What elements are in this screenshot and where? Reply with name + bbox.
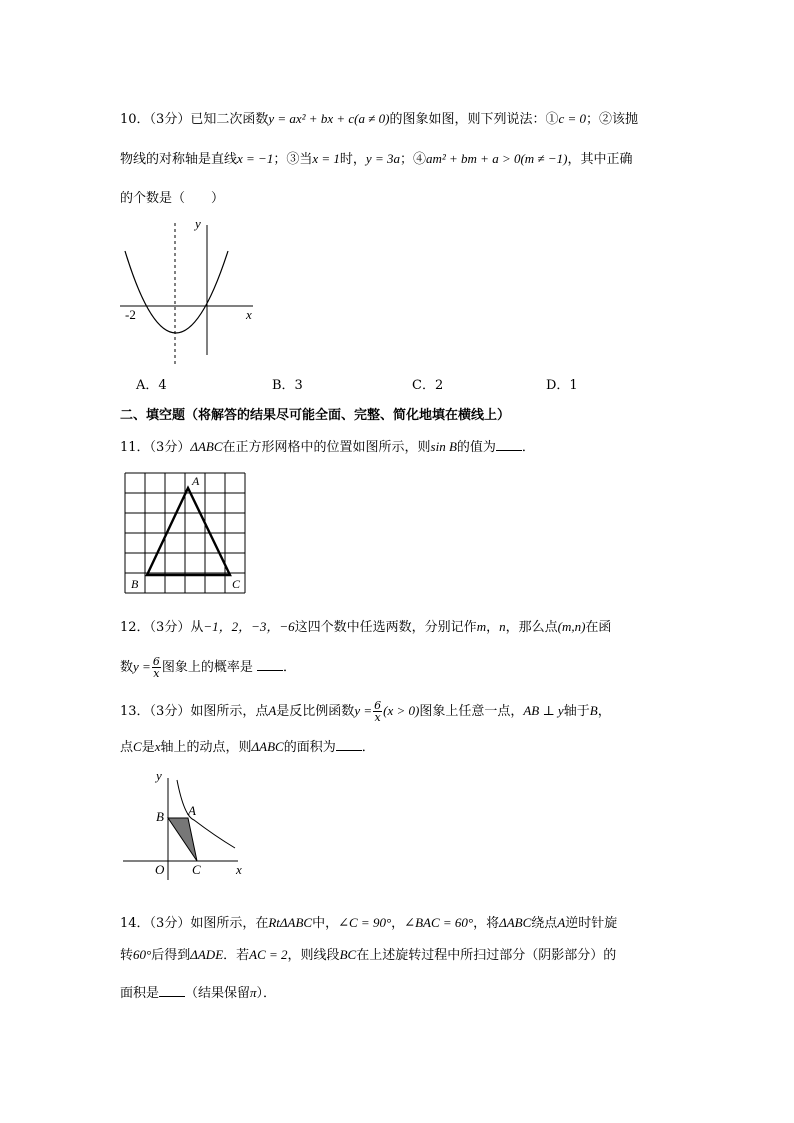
q12-line2-b: 图象上的概率是	[161, 660, 253, 675]
q14-line2	[120, 946, 616, 965]
q12-score: （3分）	[149, 620, 191, 635]
q13-x: x	[154, 739, 161, 754]
q13-y-eq: y =	[354, 703, 373, 718]
q14-text-b: 中，	[312, 916, 339, 931]
q11-triangle-abc	[147, 488, 230, 575]
q13-number: 13．	[120, 704, 150, 719]
q13-line2-b: 是	[141, 740, 155, 755]
q13-text-d: 轴于	[563, 704, 590, 719]
q12-point: (m,n)	[557, 619, 586, 634]
q10-line2-e: ，其中正确	[567, 152, 633, 167]
q11-score: （3分）	[149, 440, 191, 455]
q13-x-label: x	[236, 862, 242, 877]
q13-end: ．	[361, 740, 375, 755]
q13-point-b: B	[589, 703, 598, 718]
q10-choice-d[interactable]: D．1	[546, 378, 578, 393]
q10-axis-eq: x = −1	[237, 151, 274, 166]
q14-text-c: ，将	[473, 916, 500, 931]
q12-m: m	[476, 619, 487, 634]
q14-line2-c: ．若	[223, 948, 250, 963]
q12-n: n	[499, 619, 506, 634]
q10-stem-b: 的图象如图，则下列说法：①	[389, 112, 559, 127]
q14-ac: AC = 2	[249, 947, 288, 962]
q11-label-c: C	[232, 577, 241, 591]
q10-choice-a[interactable]: A．4	[136, 378, 167, 393]
q10-parabola-curve	[125, 251, 228, 333]
q12-line1	[120, 618, 611, 637]
q14-score: （3分）	[149, 916, 191, 931]
q10-c-equals-zero: c = 0	[558, 111, 586, 126]
q10-stem: 已知二次函数	[190, 112, 269, 127]
q10-number: 10．	[120, 112, 150, 127]
q13-perp: AB ⊥ y	[523, 703, 564, 718]
q13-text-a: 如图所示，点	[190, 704, 269, 719]
q10-inequality: am² + bm + a > 0(m ≠ −1)	[425, 151, 568, 166]
q14-text-e: 逆时针旋	[565, 916, 618, 931]
q14-line2-a: 转	[120, 948, 134, 963]
q14-line3-c: ）．	[256, 986, 277, 1001]
q14-line3-a: 面积是	[120, 986, 160, 1001]
q14-sep: ，	[391, 916, 405, 931]
q10-y-label: y	[195, 216, 201, 231]
q13-line2	[120, 738, 375, 757]
q12-numbers: −1，2，−3，−6	[203, 619, 295, 634]
q12-fraction	[152, 656, 161, 679]
q14-triangle-abc: ΔABC	[499, 915, 532, 930]
q13-line2-a: 点	[120, 740, 134, 755]
q12-y-eq: y =	[133, 659, 151, 674]
q11-label-a: A	[192, 474, 200, 488]
q11-answer-blank[interactable]	[496, 438, 522, 451]
q14-line3-b: （结果保留	[185, 986, 251, 1001]
q11-end: ．	[521, 440, 535, 455]
q13-score: （3分）	[149, 704, 191, 719]
q14-triangle-ade: ΔADE	[190, 947, 224, 962]
q10-stem-c: ；②该抛	[586, 112, 639, 127]
q12-line2	[120, 656, 296, 679]
q12-frac-num: 6	[152, 655, 160, 668]
q13-point-c: C	[133, 739, 142, 754]
q11-triangle: ΔABC	[190, 439, 223, 454]
q11-text-b: 的值为	[456, 440, 496, 455]
q14-rt-triangle: RtΔABC	[268, 915, 313, 930]
q10-line2-d: ；④	[399, 152, 426, 167]
q10-x-label: x	[246, 307, 252, 322]
q14-angle-c: ∠C = 90°	[338, 915, 392, 930]
q14-line2-e: 在上述旋转过程中所扫过部分（阴影部分）的	[356, 948, 617, 963]
q13-o-label: O	[155, 862, 165, 877]
q14-answer-blank[interactable]	[159, 984, 185, 997]
q13-hyperbola-figure	[120, 768, 255, 883]
q13-line2-d: 的面积为	[283, 740, 336, 755]
q13-c-label: C	[192, 862, 201, 877]
q11-sinb: sin B	[430, 439, 457, 454]
q13-b-label: B	[156, 809, 164, 824]
q14-number: 14．	[120, 916, 150, 931]
q14-text-a: 如图所示，在	[190, 916, 269, 931]
q10-tick-label: -2	[125, 307, 136, 322]
q13-frac-den: x	[374, 711, 381, 724]
q13-y-label: y	[156, 768, 162, 783]
q12-sep: ，	[486, 620, 500, 635]
q10-y-eq: y = 3a	[365, 151, 400, 166]
q12-text-d: 在函	[585, 620, 612, 635]
q11-number: 11．	[120, 440, 150, 455]
q13-comma: ，	[597, 704, 611, 719]
q11-text-a: 在正方形网格中的位置如图所示，则	[222, 440, 431, 455]
q10-function-expr: y = ax² + bx + c(a ≠ 0)	[268, 111, 390, 126]
q10-choice-b[interactable]: B．3	[272, 378, 303, 393]
q14-line3	[120, 984, 276, 1003]
q12-line2-a: 数	[120, 660, 134, 675]
q13-text-b: 是反比例函数	[276, 704, 355, 719]
q14-degree: 60°	[133, 947, 152, 962]
q12-end: ．	[282, 660, 296, 675]
q13-point-a: A	[268, 703, 277, 718]
section-2-title: 二、填空题（将解答的结果尽可能全面、完整、简化地填在横线上）	[120, 408, 511, 423]
q10-line1	[120, 110, 638, 129]
q14-angle-bac: ∠BAC = 60°	[404, 915, 474, 930]
q10-choice-c[interactable]: C．2	[412, 378, 444, 393]
q11-line1	[120, 438, 535, 457]
q13-condition: (x > 0)	[383, 703, 420, 718]
q12-answer-blank[interactable]	[257, 658, 283, 671]
q12-text-c: ，那么点	[505, 620, 558, 635]
q12-number: 12．	[120, 620, 150, 635]
q13-a-label: A	[188, 803, 196, 818]
q11-grid-figure	[120, 468, 252, 600]
q13-text-c: 图象上任意一点，	[419, 704, 524, 719]
q14-line2-b: 后得到	[151, 948, 191, 963]
q13-triangle: ΔABC	[251, 739, 284, 754]
q14-point-a: A	[557, 915, 566, 930]
q13-fraction	[373, 700, 382, 723]
q12-frac-den: x	[153, 667, 160, 680]
q14-line2-d: ，则线段	[287, 948, 340, 963]
q10-parabola-figure	[115, 215, 265, 365]
q11-label-b: B	[131, 577, 139, 591]
q10-line2-a: 物线的对称轴是直线	[120, 152, 238, 167]
q13-frac-num: 6	[374, 699, 382, 712]
q10-line2-b: ；③当	[273, 152, 313, 167]
q10-line2-c: 时，	[339, 152, 366, 167]
q10-line3: 的个数是（ ）	[120, 191, 225, 206]
q10-line2	[120, 150, 632, 169]
q10-x-eq: x = 1	[312, 151, 340, 166]
q14-pi: π	[250, 985, 257, 1000]
q13-line2-c: 轴上的动点，则	[160, 740, 252, 755]
q14-bc: BC	[339, 947, 357, 962]
q14-text-d: 绕点	[531, 916, 558, 931]
q12-text-a: 从	[190, 620, 204, 635]
q13-shaded-triangle	[168, 818, 197, 861]
q12-text-b: 这四个数中任选两数，分别记作	[294, 620, 477, 635]
q10-score: （3分）	[149, 112, 191, 127]
q13-answer-blank[interactable]	[336, 738, 362, 751]
q13-line1	[120, 700, 611, 723]
q14-line1	[120, 914, 617, 933]
